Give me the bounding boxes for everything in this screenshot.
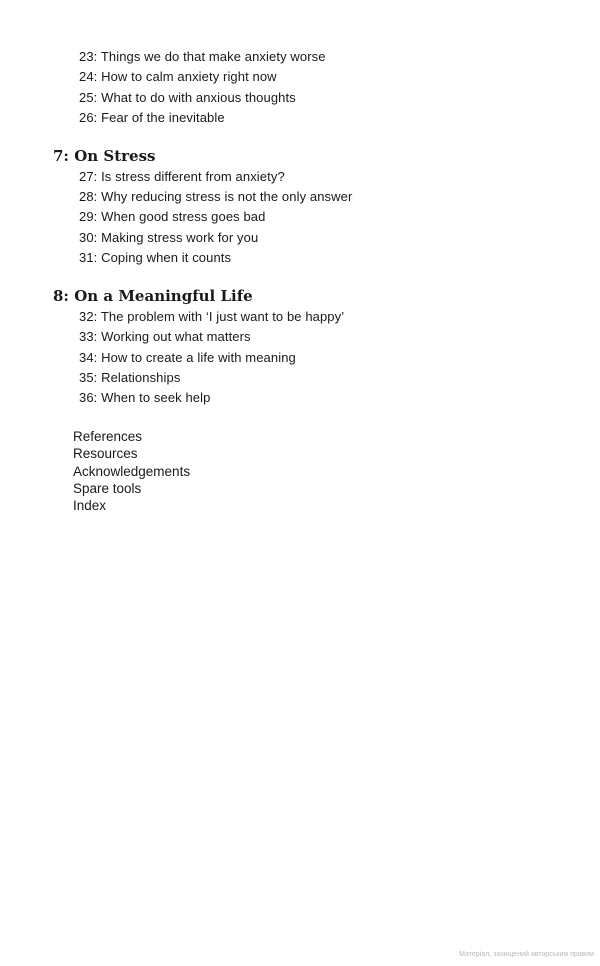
part-heading-meaningful-life: 8: On a Meaningful Life (53, 287, 253, 305)
back-matter-resources: Resources (73, 446, 138, 461)
toc-entry-34: 34: How to create a life with meaning (79, 350, 296, 365)
toc-entry-29: 29: When good stress goes bad (79, 209, 266, 224)
toc-entry-35: 35: Relationships (79, 370, 181, 385)
back-matter-spare-tools: Spare tools (73, 481, 142, 496)
toc-entry-27: 27: Is stress different from anxiety? (79, 169, 285, 184)
back-matter-references: References (73, 429, 143, 444)
back-matter-index: Index (73, 498, 107, 513)
toc-entry-30: 30: Making stress work for you (79, 230, 259, 245)
toc-entry-31: 31: Coping when it counts (79, 250, 232, 265)
back-matter-acknowledgements: Acknowledgements (73, 464, 191, 479)
toc-entry-24: 24: How to calm anxiety right now (79, 69, 277, 84)
toc-entry-32: 32: The problem with ‘I just want to be happy’ (79, 309, 345, 324)
toc-entry-25: 25: What to do with anxious thoughts (79, 90, 296, 105)
copyright-watermark: Матеріал, захищений авторським правом (459, 951, 594, 958)
toc-entry-33: 33: Working out what matters (79, 329, 251, 344)
toc-entry-26: 26: Fear of the inevitable (79, 110, 225, 125)
part-heading-on-stress: 7: On Stress (53, 147, 156, 165)
toc-entry-36: 36: When to seek help (79, 390, 211, 405)
toc-entry-28: 28: Why reducing stress is not the only answer (79, 189, 353, 204)
toc-entry-23: 23: Things we do that make anxiety worse (79, 49, 326, 64)
